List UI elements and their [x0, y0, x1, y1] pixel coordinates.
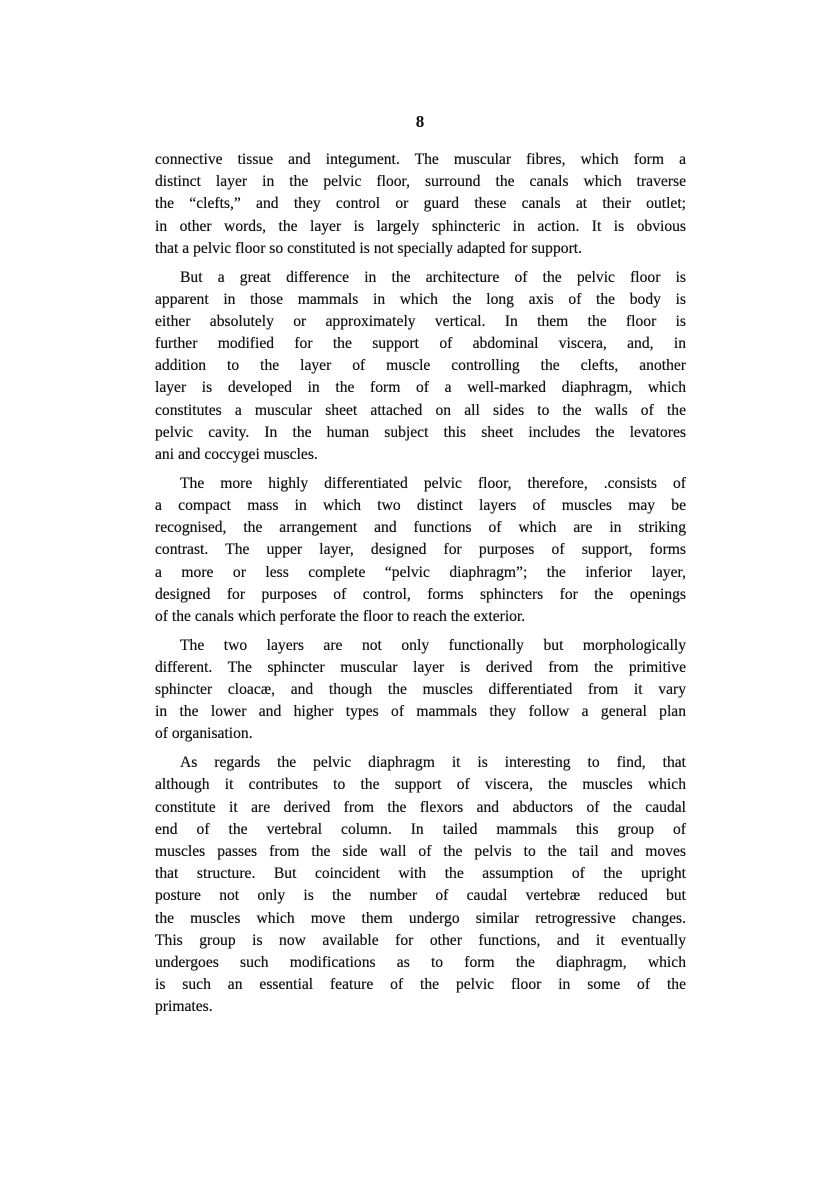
text-line: connective tissue and integument. The muscular fibres, which form a [155, 151, 686, 168]
text-line: The more highly differentiated pelvic floor, therefore, .consists of [180, 474, 686, 492]
text-line: that a pelvic floor so constituted is not specially adapted for support. [155, 239, 582, 257]
text-line: As regards the pelvic diaphragm it is interesting to find, that [180, 754, 686, 772]
text-line: is such an essential feature of the pelvic floor in some of the [155, 976, 686, 994]
paragraph [155, 149, 686, 260]
text-line: undergoes such modifications as to form the diaphragm, which [155, 953, 686, 971]
paragraph [155, 752, 686, 1018]
text-line: sphincter cloacæ, and though the muscles differentiated from it vary [155, 681, 686, 699]
text-line: end of the vertebral column. In tailed mammals this group of [155, 820, 686, 838]
text-line: in the lower and higher types of mammals they follow a general plan [155, 703, 686, 721]
text-line: that structure. But coincident with the assumption of the upright [155, 865, 686, 883]
text-line: contrast. The upper layer, designed for purposes of support, forms [155, 541, 686, 559]
text-line: of the canals which perforate the floor to reach the exterior. [155, 607, 526, 625]
text-line: either absolutely or approximately vertical. In them the floor is [155, 312, 686, 330]
text-line: addition to the layer of muscle controlling the clefts, another [155, 357, 686, 375]
text-line: designed for purposes of control, forms sphincters for the openings [155, 585, 686, 603]
page-number: 8 [415, 112, 425, 131]
text-line: further modified for the support of abdominal viscera, and, in [155, 335, 686, 353]
text-line: of organisation. [155, 725, 253, 743]
text-line: layer is developed in the form of a well-marked diaphragm, which [155, 379, 686, 397]
text-line: recognised, the arrangement and functions of which are in striking [155, 519, 686, 537]
text-line: constitute it are derived from the flexors and abductors of the caudal [155, 798, 686, 816]
text-line: in other words, the layer is largely sphincteric in action. It is obvious [155, 217, 686, 235]
text-line: The two layers are not only functionally but morphologically [180, 636, 686, 654]
text-line: posture not only is the number of caudal vertebræ reduced but [155, 887, 686, 905]
text-line: a compact mass in which two distinct layers of muscles may be [155, 497, 686, 514]
text-line: different. The sphincter muscular layer is derived from the primitive [155, 658, 686, 676]
text-line: a more or less complete “pelvic diaphragm”; the inferior layer, [155, 563, 686, 581]
text-line: ani and coccygei muscles. [155, 446, 318, 464]
paragraph [155, 635, 686, 746]
text-line: the muscles which move them undergo similar retrogressive changes. [155, 909, 686, 927]
text-line: apparent in those mammals in which the long axis of the body is [155, 290, 686, 308]
text-line: although it contributes to the support of viscera, the muscles which [155, 776, 686, 794]
text-line: distinct layer in the pelvic floor, surround the canals which traverse [155, 173, 686, 191]
text-line: constitutes a muscular sheet attached on all sides to the walls of the [155, 401, 686, 419]
body-text [155, 149, 686, 1025]
paragraph [155, 267, 686, 467]
text-line: muscles passes from the side wall of the pelvis to the tail and moves [155, 843, 686, 860]
paragraph [155, 473, 686, 628]
text-line: This group is now available for other functions, and it eventually [155, 931, 686, 949]
text-line: But a great difference in the architecture of the pelvic floor is [180, 268, 686, 286]
text-line: pelvic cavity. In the human subject this sheet includes the levatores [155, 423, 686, 441]
text-line: the “clefts,” and they control or guard these canals at their outlet; [155, 195, 686, 213]
text-line: primates. [155, 998, 213, 1016]
